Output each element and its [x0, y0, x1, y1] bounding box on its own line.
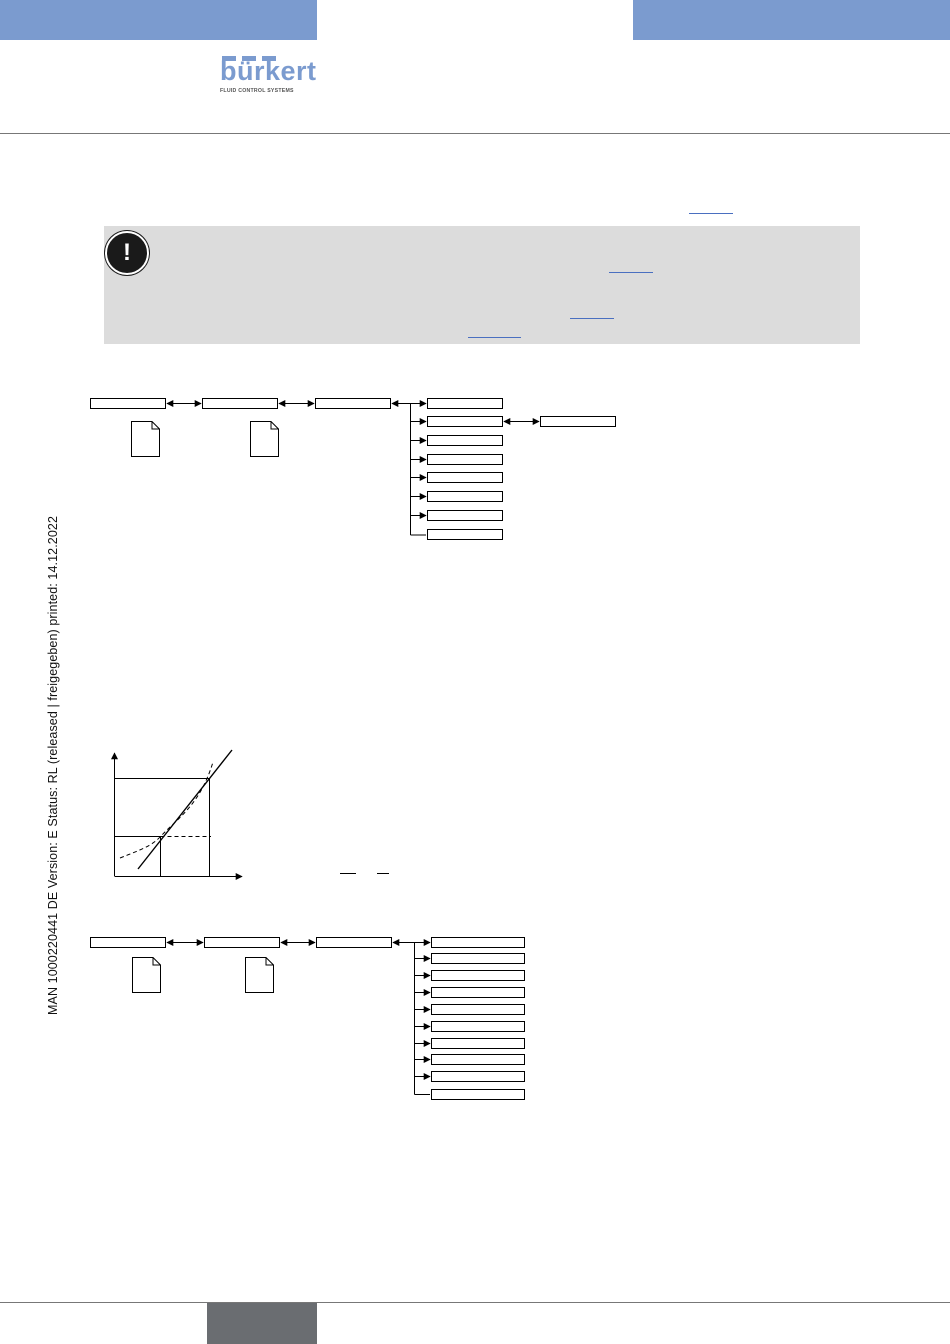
linear-characteristic-line	[138, 750, 232, 869]
characteristic-curve-chart	[115, 750, 390, 877]
menu-flow-diagram-1	[91, 399, 616, 540]
menu-flow-diagram-2	[91, 938, 525, 1100]
document-icon	[251, 422, 279, 457]
footer-divider	[0, 1302, 950, 1303]
brand-tagline: FLUID CONTROL SYSTEMS	[220, 88, 294, 94]
document-icon	[246, 958, 274, 993]
exclamation-icon: !	[105, 231, 149, 275]
page-number-tab	[207, 1303, 317, 1344]
brand-name: bürkert	[220, 56, 317, 86]
document-icon	[132, 422, 160, 457]
document-version-info: MAN 1000220441 DE Version: E Status: RL (released | freigegeben) printed: 14.12.2022	[46, 516, 60, 1015]
menu-box	[203, 399, 278, 409]
document-icon	[133, 958, 161, 993]
menu-box	[91, 399, 166, 409]
nonlinear-characteristic-curve	[120, 762, 213, 858]
menu-box	[316, 399, 391, 409]
